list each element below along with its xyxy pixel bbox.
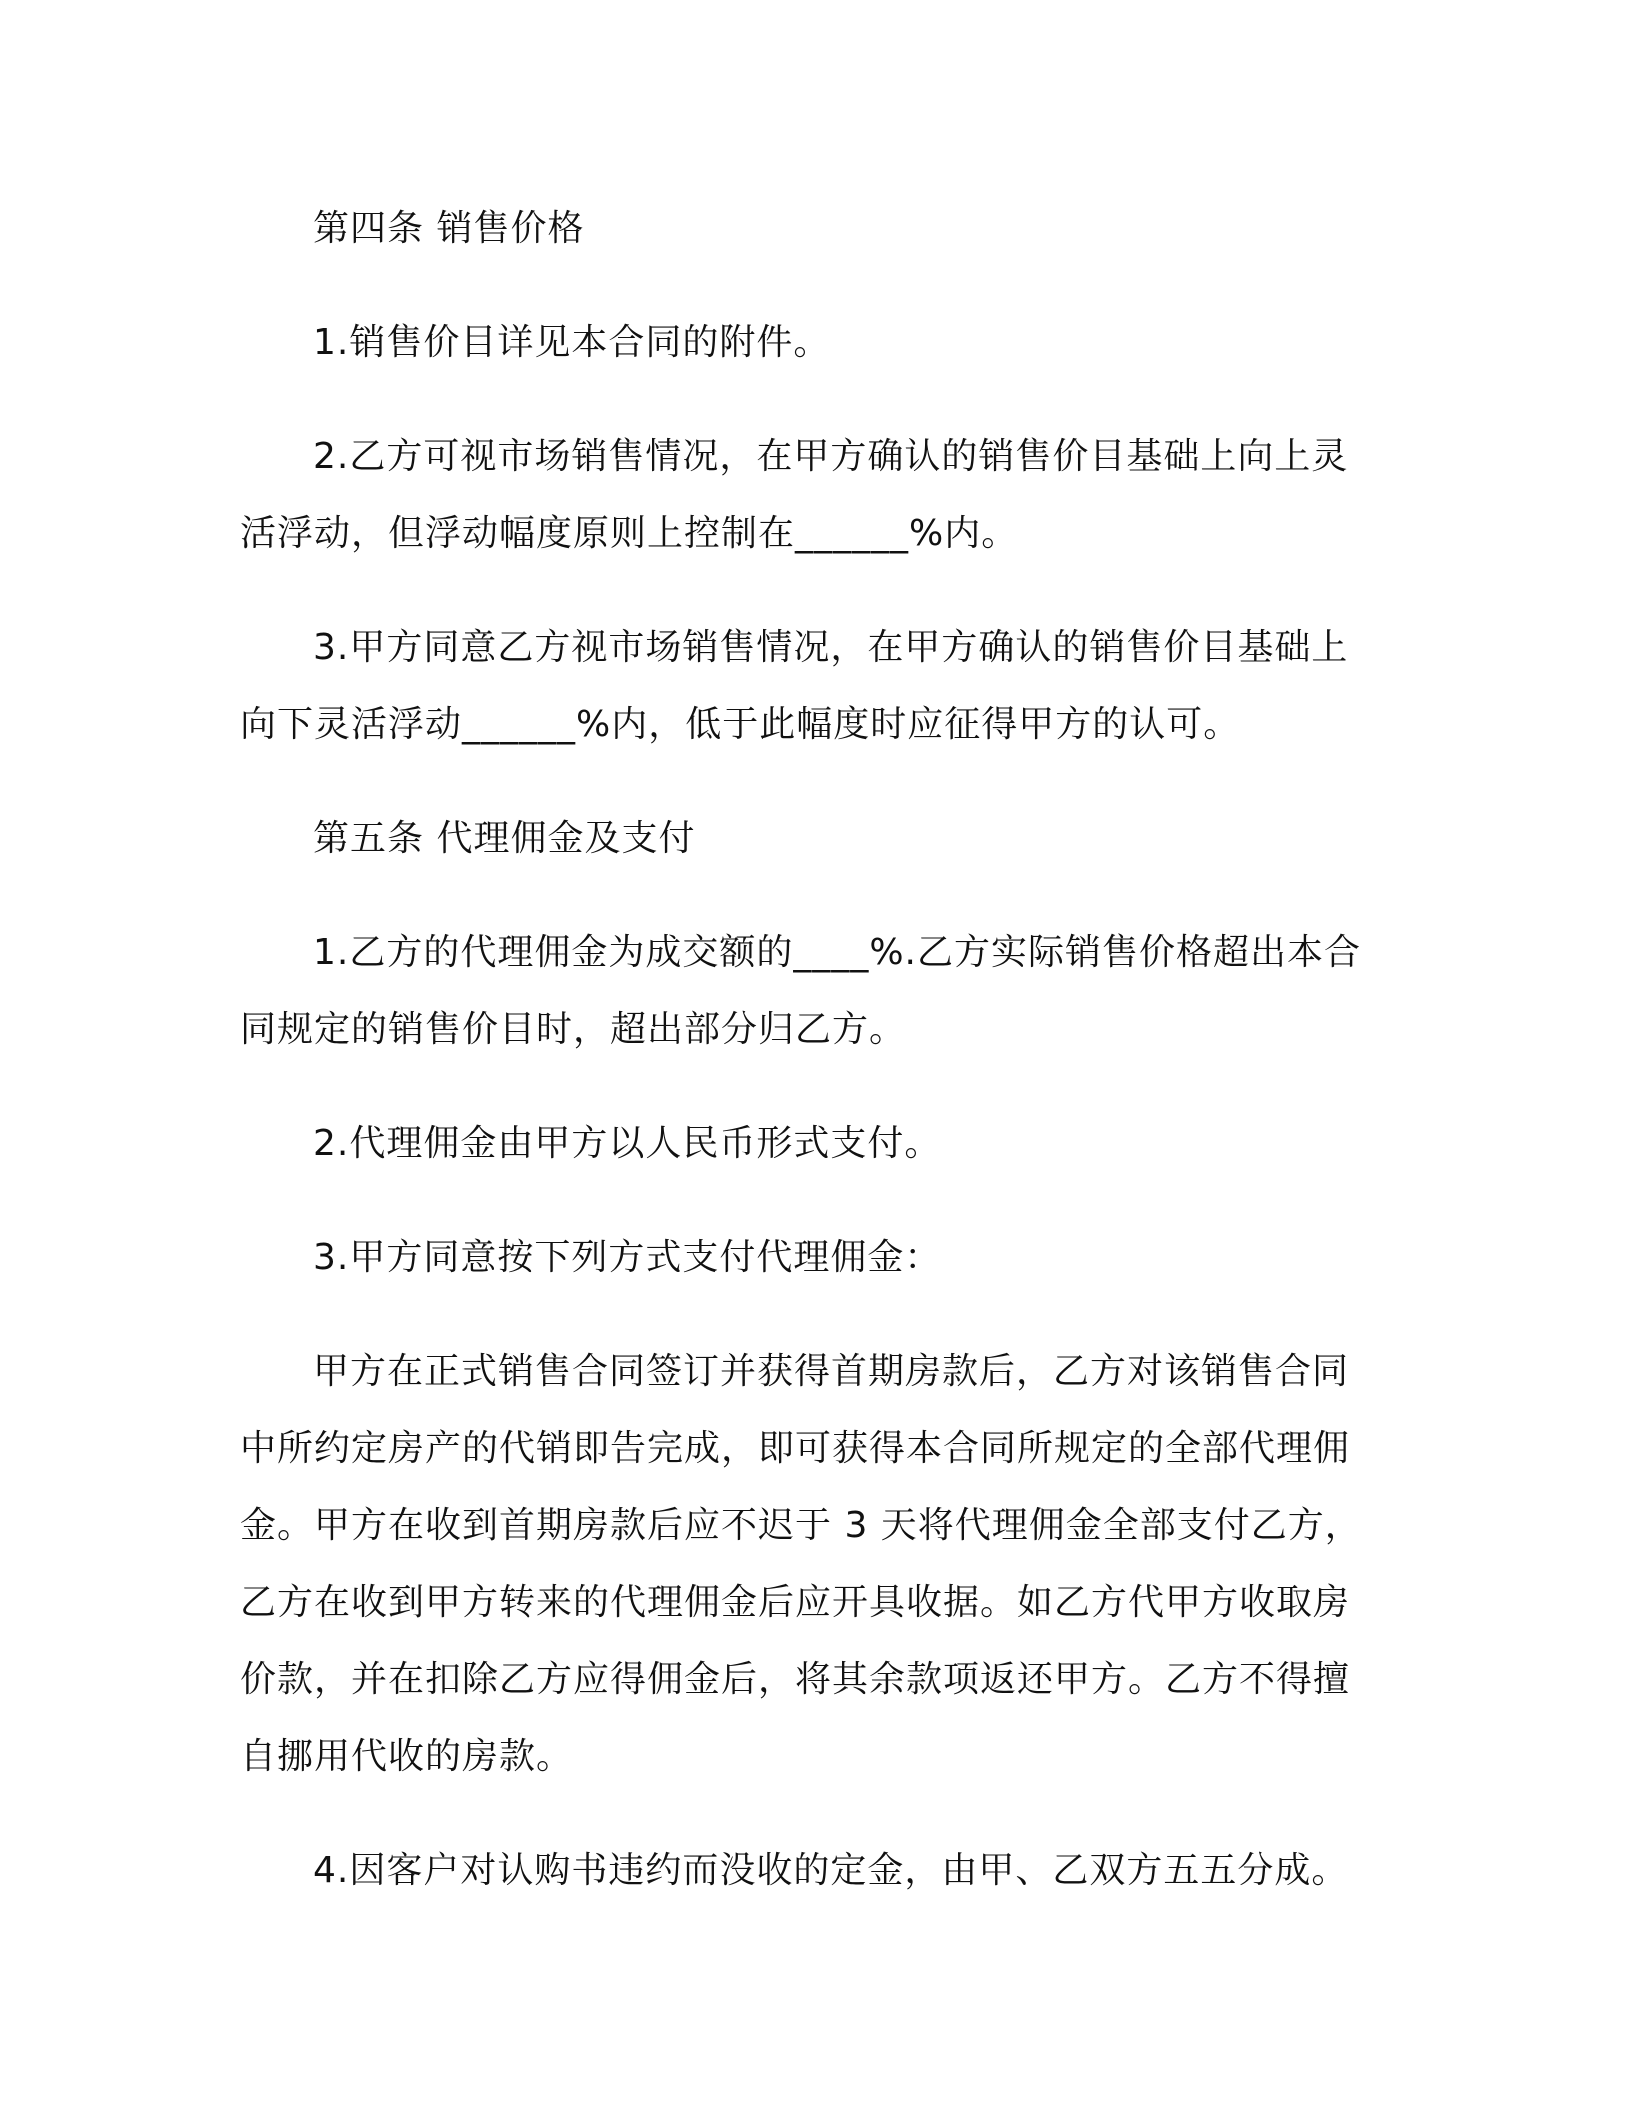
section-4-item-3: 3.甲方同意乙方视市场销售情况，在甲方确认的销售价目基础上向下灵活浮动______%内，低于此幅度时应征得甲方的认可。 [240, 627, 1349, 745]
document-body [240, 190, 1370, 1909]
section-4-heading: 第四条 销售价格 [313, 208, 585, 249]
section-5-item-1: 1.乙方的代理佣金为成交额的____%.乙方实际销售价格超出本合同规定的销售价目时，超出部分归乙方。 [240, 932, 1361, 1050]
section-5-item-2: 2.代理佣金由甲方以人民币形式支付。 [313, 1123, 942, 1164]
section-5-item-4: 4.因客户对认购书违约而没收的定金，由甲、乙双方五五分成。 [313, 1850, 1349, 1891]
section-4-item-1: 1.销售价目详见本合同的附件。 [313, 322, 831, 363]
section-4-item-2: 2.乙方可视市场销售情况，在甲方确认的销售价目基础上向上灵活浮动，但浮动幅度原则上控制在______%内。 [240, 436, 1349, 554]
section-5-heading: 第五条 代理佣金及支付 [313, 818, 696, 859]
section-5-item-3: 3.甲方同意按下列方式支付代理佣金： [313, 1237, 942, 1278]
section-5-payment-terms: 甲方在正式销售合同签订并获得首期房款后，乙方对该销售合同中所约定房产的代销即告完成，即可获得本合同所规定的全部代理佣金。甲方在收到首期房款后应不迟于 3 天将代理佣金全部支付乙方，乙方在收到甲方转来的代理佣金后应开具收据。如乙方代甲方收取房价款，并在扣除乙方应得佣金后，将其余款项返还甲方。乙方不得擅自挪用代收的房款。 [240, 1351, 1362, 1777]
